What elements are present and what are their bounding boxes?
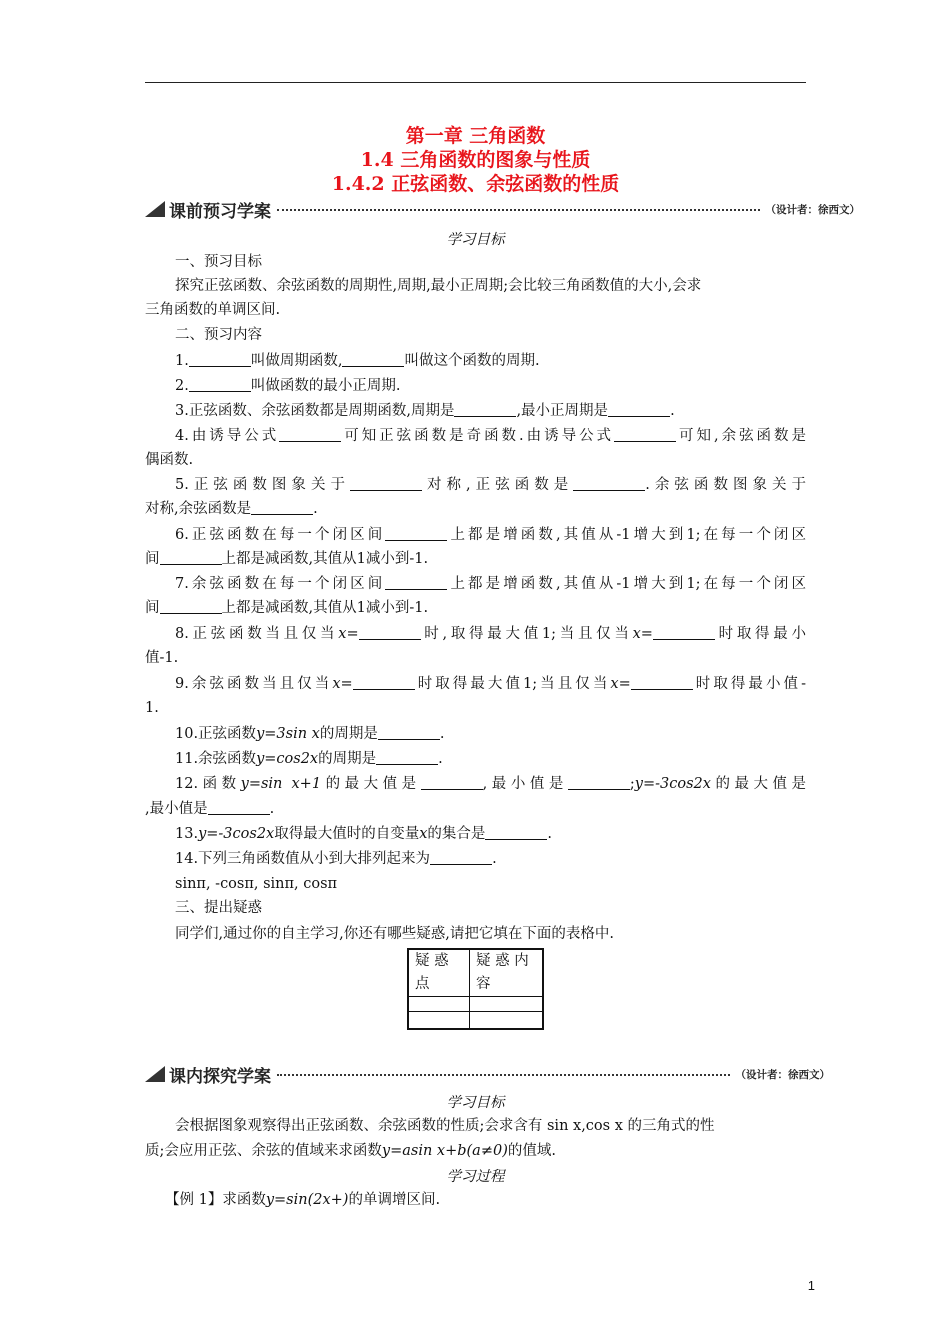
banner-dotted-line <box>277 209 760 211</box>
blank[interactable] <box>208 799 270 815</box>
example-1: 【例 1】求函数y=sin(2x+)的单调增区间. <box>165 1192 441 1208</box>
table-row <box>408 997 543 1012</box>
goal-line-2: 三角函数的单调区间. <box>145 302 281 318</box>
table-row <box>408 949 543 997</box>
section-title: 1.4 三角函数的图象与性质 <box>360 149 591 171</box>
banner-triangle-icon <box>145 1066 165 1082</box>
blank[interactable] <box>160 549 222 565</box>
section-heading: 学习目标 <box>446 232 505 248</box>
blank[interactable] <box>378 724 440 740</box>
banner-dotted-line <box>277 1074 730 1076</box>
blank[interactable] <box>631 674 693 690</box>
question-8-cont: 值-1. <box>145 650 179 666</box>
blank[interactable] <box>160 598 222 614</box>
blank[interactable] <box>568 774 630 790</box>
raise-doubts-heading: 三、提出疑惑 <box>175 900 262 916</box>
blank[interactable] <box>421 774 483 790</box>
question-12-cont: ,最小值是 . <box>145 801 275 817</box>
blank[interactable] <box>430 849 492 865</box>
question-1: 1. 叫做周期函数, 叫做这个函数的周期. <box>175 353 540 369</box>
question-14: 14.下列三角函数值从小到大排列起来为 . <box>175 851 497 867</box>
section-heading: 学习目标 <box>446 1095 505 1111</box>
banner-title: 课前预习学案 <box>169 201 271 222</box>
blank[interactable] <box>376 749 438 765</box>
blank[interactable] <box>350 475 422 491</box>
question-3: 3.正弦函数、余弦函数都是周期函数,周期是 ,最小正周期是 . <box>175 403 675 419</box>
blank[interactable] <box>251 499 313 515</box>
table-cell[interactable] <box>408 1012 470 1030</box>
question-5-cont: 对称,余弦函数是 . <box>145 501 318 517</box>
blank[interactable] <box>385 574 447 590</box>
banner-title: 课内探究学案 <box>169 1066 271 1087</box>
chapter-title: 第一章 三角函数 <box>405 125 546 147</box>
inclass-goal-line-1: 会根据图象观察得出正弦函数、余弦函数的性质;会求含有 sin x,cos x 的三角式的性 <box>175 1118 715 1134</box>
blank[interactable] <box>608 401 670 417</box>
blank[interactable] <box>189 351 251 367</box>
process-heading: 学习过程 <box>446 1169 505 1185</box>
question-9: 9.余弦函数当且仅当x= 时取得最大值1;当且仅当x= 时取得最小值- <box>175 676 806 692</box>
doubts-intro: 同学们,通过你的自主学习,你还有哪些疑惑,请把它填在下面的表格中. <box>175 926 614 942</box>
banner-preview <box>145 197 860 221</box>
question-9-cont: 1. <box>145 700 159 716</box>
preview-content-heading: 二、预习内容 <box>175 327 262 343</box>
banner-designer: （设计者：徐西文） <box>765 203 860 216</box>
question-8: 8.正弦函数当且仅当x= 时,取得最大值1;当且仅当x= 时取得最小 <box>175 626 806 642</box>
question-7: 7.余弦函数在每一个闭区间 上都是增函数,其值从-1增大到1;在每一个闭区 <box>175 576 806 592</box>
page-number: 1 <box>807 1278 815 1293</box>
banner-designer: （设计者：徐西文） <box>735 1068 830 1081</box>
blank[interactable] <box>385 525 447 541</box>
table-cell[interactable] <box>408 997 470 1012</box>
goal-line-1: 探究正弦函数、余弦函数的周期性,周期,最小正周期;会比较三角函数值的大小,会求 <box>175 278 702 294</box>
question-11: 11.余弦函数y=cos2x的周期是 . <box>175 751 443 767</box>
blank[interactable] <box>189 376 251 392</box>
blank[interactable] <box>653 624 715 640</box>
blank[interactable] <box>573 475 645 491</box>
subsection-title: 1.4.2 正弦函数、余弦函数的性质 <box>331 173 620 195</box>
question-2: 2. 叫做函数的最小正周期. <box>175 378 401 394</box>
table-row <box>408 1012 543 1030</box>
blank[interactable] <box>353 674 415 690</box>
question-10: 10.正弦函数y=3sin x的周期是 . <box>175 726 445 742</box>
preview-goal-heading: 一、预习目标 <box>175 254 262 270</box>
blank[interactable] <box>342 351 404 367</box>
top-rule <box>145 82 806 83</box>
banner-triangle-icon <box>145 201 165 217</box>
question-12: 12.函数y=sin x+1的最大值是 ,最小值是 ;y=-3cos2x的最大值是 <box>175 776 807 792</box>
question-7-cont: 间 上都是减函数,其值从1减小到-1. <box>145 600 429 616</box>
banner-inclass <box>145 1062 830 1086</box>
table-header-doubt-content: 疑 惑 内 容 <box>470 949 544 997</box>
blank[interactable] <box>485 824 547 840</box>
question-13: 13.y=-3cos2x取得最大值时的自变量x的集合是 . <box>175 826 553 842</box>
blank[interactable] <box>279 426 341 442</box>
table-header-doubt-point: 疑 惑 点 <box>408 949 470 997</box>
inclass-goal-line-2: 质;会应用正弦、余弦的值域来求函数y=asin x+b(a≠0)的值域. <box>145 1143 556 1159</box>
blank[interactable] <box>359 624 421 640</box>
question-6-cont: 间 上都是减函数,其值从1减小到-1. <box>145 551 429 567</box>
question-4-cont: 偶函数. <box>145 452 194 468</box>
question-4: 4.由诱导公式 可知正弦函数是奇函数.由诱导公式 可知,余弦函数是 <box>175 428 807 444</box>
question-6: 6.正弦函数在每一个闭区间 上都是增函数,其值从-1增大到1;在每一个闭区 <box>175 527 806 543</box>
blank[interactable] <box>614 426 676 442</box>
blank[interactable] <box>454 401 516 417</box>
doubts-table <box>407 948 544 1030</box>
table-cell[interactable] <box>470 997 544 1012</box>
question-5: 5.正弦函数图象关于 对称,正弦函数是 .余弦函数图象关于 <box>175 477 807 493</box>
question-14-values: sinπ, -cosπ, sinπ, cosπ <box>175 876 338 892</box>
table-cell[interactable] <box>470 1012 544 1030</box>
